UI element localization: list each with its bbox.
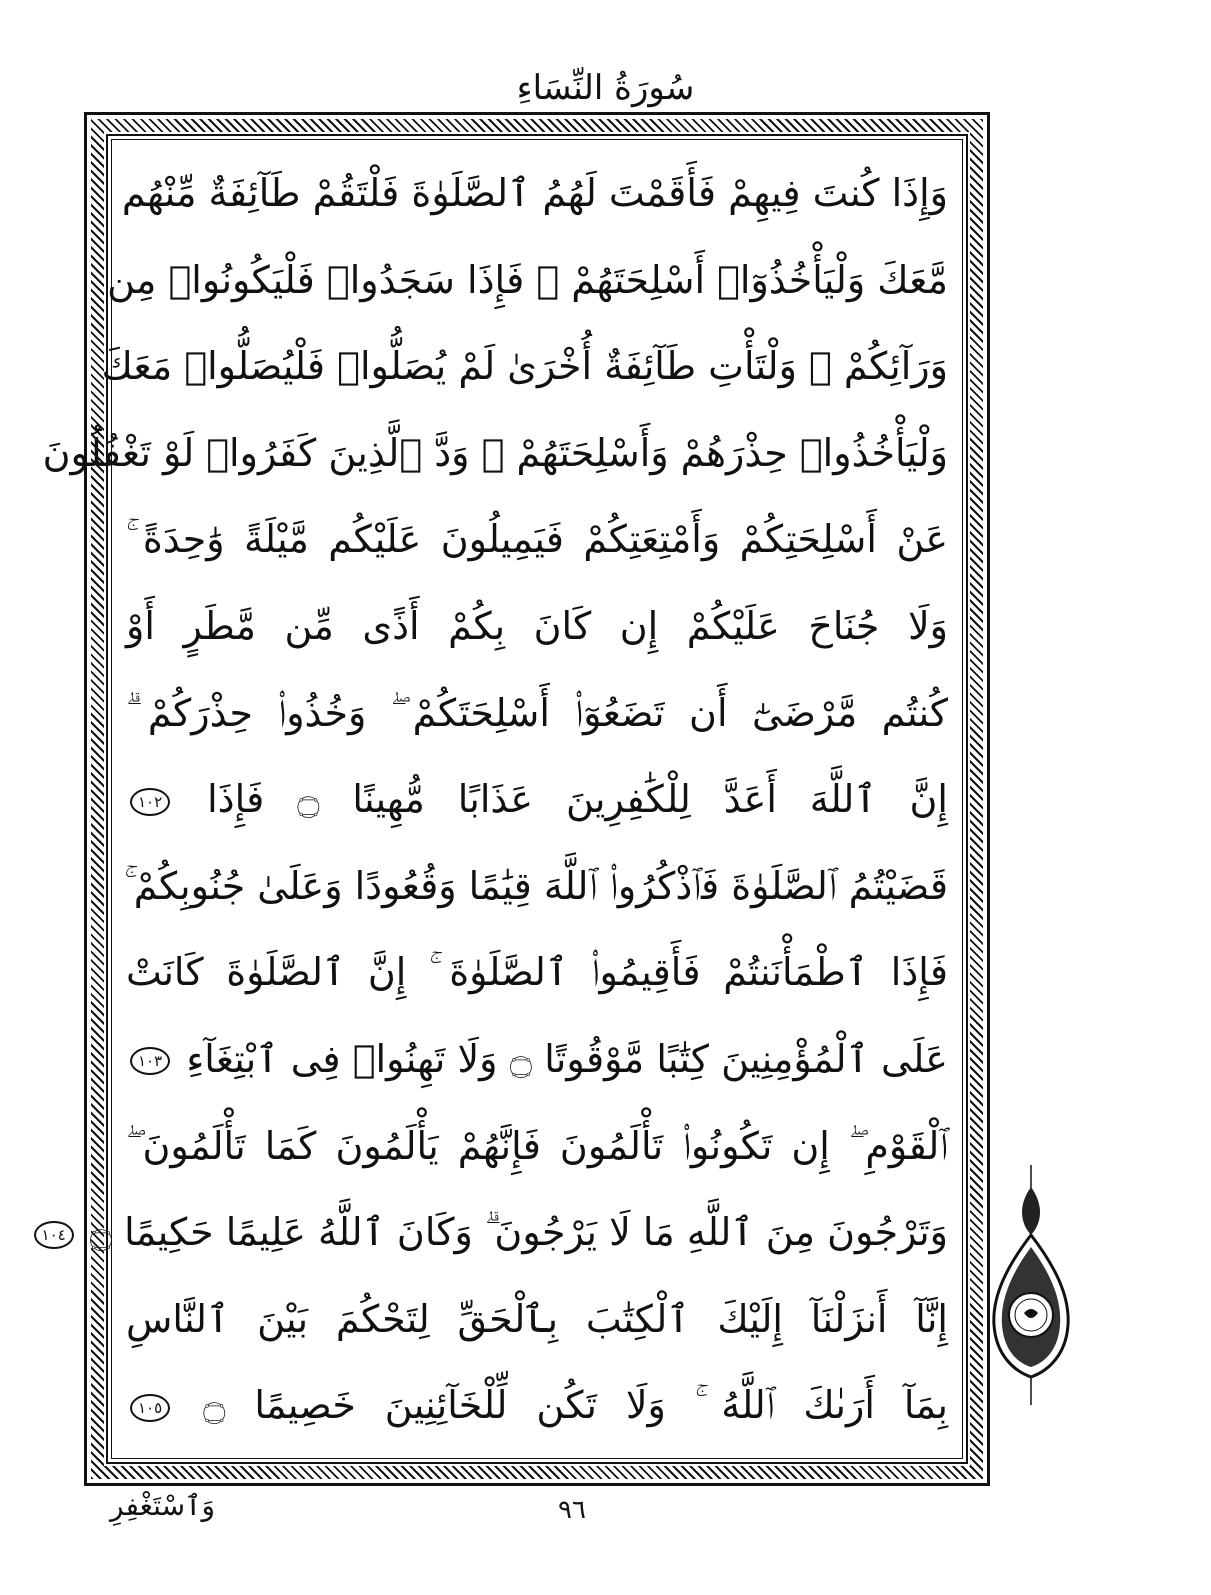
text-segment: عَلَى ٱلْمُؤْمِنِينَ كِتَٰبًا مَّوْقُوتًا ۝ وَلَا تَهِنُوا۟ فِى ٱبْتِغَآءِ (186, 1036, 948, 1081)
text-line: ٱلْقَوْمِ ۖ إِن تَكُونُوا۟ تَأْلَمُونَ فَإِنَّهُمْ يَأْلَمُونَ كَمَا تَأْلَمُونَ ۖ (126, 1123, 948, 1168)
text-segment: بِمَآ أَرَىٰكَ ٱللَّهُ ۚ وَلَا تَكُن لِّلْخَآئِنِينَ خَصِيمًا ۝ (203, 1383, 948, 1428)
catchword: وَٱسْتَغْفِرِ (110, 1489, 215, 1522)
text-line: كُنتُم مَّرْضَىٰٓ أَن تَضَعُوٓا۟ أَسْلِحَتَكُمْ ۖ وَخُذُوا۟ حِذْرَكُمْ ۗ (126, 690, 948, 735)
text-segment: إِنَّ ٱللَّهَ أَعَدَّ لِلْكَٰفِرِينَ عَذَابًا مُّهِينًا ۝ فَإِذَا (207, 777, 948, 822)
text-line: إِنَّآ أَنزَلْنَآ إِلَيْكَ ٱلْكِتَٰبَ بِٱلْحَقِّ لِتَحْكُمَ بَيْنَ ٱلنَّاسِ (126, 1296, 948, 1341)
text-line: فَإِذَا ٱطْمَأْنَنتُمْ فَأَقِيمُوا۟ ٱلصَّلَوٰةَ ۚ إِنَّ ٱلصَّلَوٰةَ كَانَتْ (126, 950, 948, 995)
hizb-medallion-icon (990, 1165, 1072, 1405)
text-line: وَرَآئِكُمْ ۖ وَلْتَأْتِ طَآئِفَةٌ أُخْرَىٰ لَمْ يُصَلُّوا۟ فَلْيُصَلُّوا۟ مَعَكَ (101, 344, 948, 389)
text-line: وَإِذَا كُنتَ فِيهِمْ فَأَقَمْتَ لَهُمُ ٱلصَّلَوٰةَ فَلْتَقُمْ طَآئِفَةٌ مِّنْهُم (121, 171, 948, 215)
text-line: قَضَيْتُمُ ٱلصَّلَوٰةَ فَٱذْكُرُوا۟ ٱللَّهَ قِيَٰمًا وَقُعُودًا وَعَلَىٰ جُنُوبِكُمْ ۚ (124, 863, 948, 908)
page-number: ٩٦ (558, 1495, 586, 1525)
ayah-number-marker: ١٠٥ (130, 1394, 170, 1422)
text-line: مَّعَكَ وَلْيَأْخُذُوٓا۟ أَسْلِحَتَهُمْ ۖ فَإِذَا سَجَدُوا۟ فَلْيَكُونُوا۟ مِن (107, 257, 948, 302)
ayah-number-marker: ١٠٢ (130, 788, 170, 816)
text-line (41, 1189, 948, 1276)
text-segment: وَتَرْجُونَ مِنَ ٱللَّهِ مَا لَا يَرْجُونَ ۗ وَكَانَ ٱللَّهُ عَلِيمًا حَكِيمًا ۝ (89, 1210, 948, 1255)
text-line (126, 1016, 948, 1103)
quran-text-block (41, 150, 948, 1450)
ayah-number-marker: ١٠٣ (130, 1047, 170, 1075)
text-line: وَلْيَأْخُذُوا۟ حِذْرَهُمْ وَأَسْلِحَتَهُمْ ۗ وَدَّ ٱلَّذِينَ كَفَرُوا۟ لَوْ تَغْفُلُونَ (42, 430, 948, 475)
text-line: عَنْ أَسْلِحَتِكُمْ وَأَمْتِعَتِكُمْ فَيَمِيلُونَ عَلَيْكُم مَّيْلَةً وَٰحِدَةً ۚ (126, 517, 948, 562)
surah-title: سُورَةُ النِّسَاءِ (516, 68, 695, 108)
ayah-number-marker: ١٠٤ (34, 1221, 74, 1249)
text-line (126, 756, 948, 843)
text-line: وَلَا جُنَاحَ عَلَيْكُمْ إِن كَانَ بِكُمْ أَذًى مِّن مَّطَرٍ أَوْ (126, 603, 948, 648)
text-line (126, 1362, 948, 1449)
